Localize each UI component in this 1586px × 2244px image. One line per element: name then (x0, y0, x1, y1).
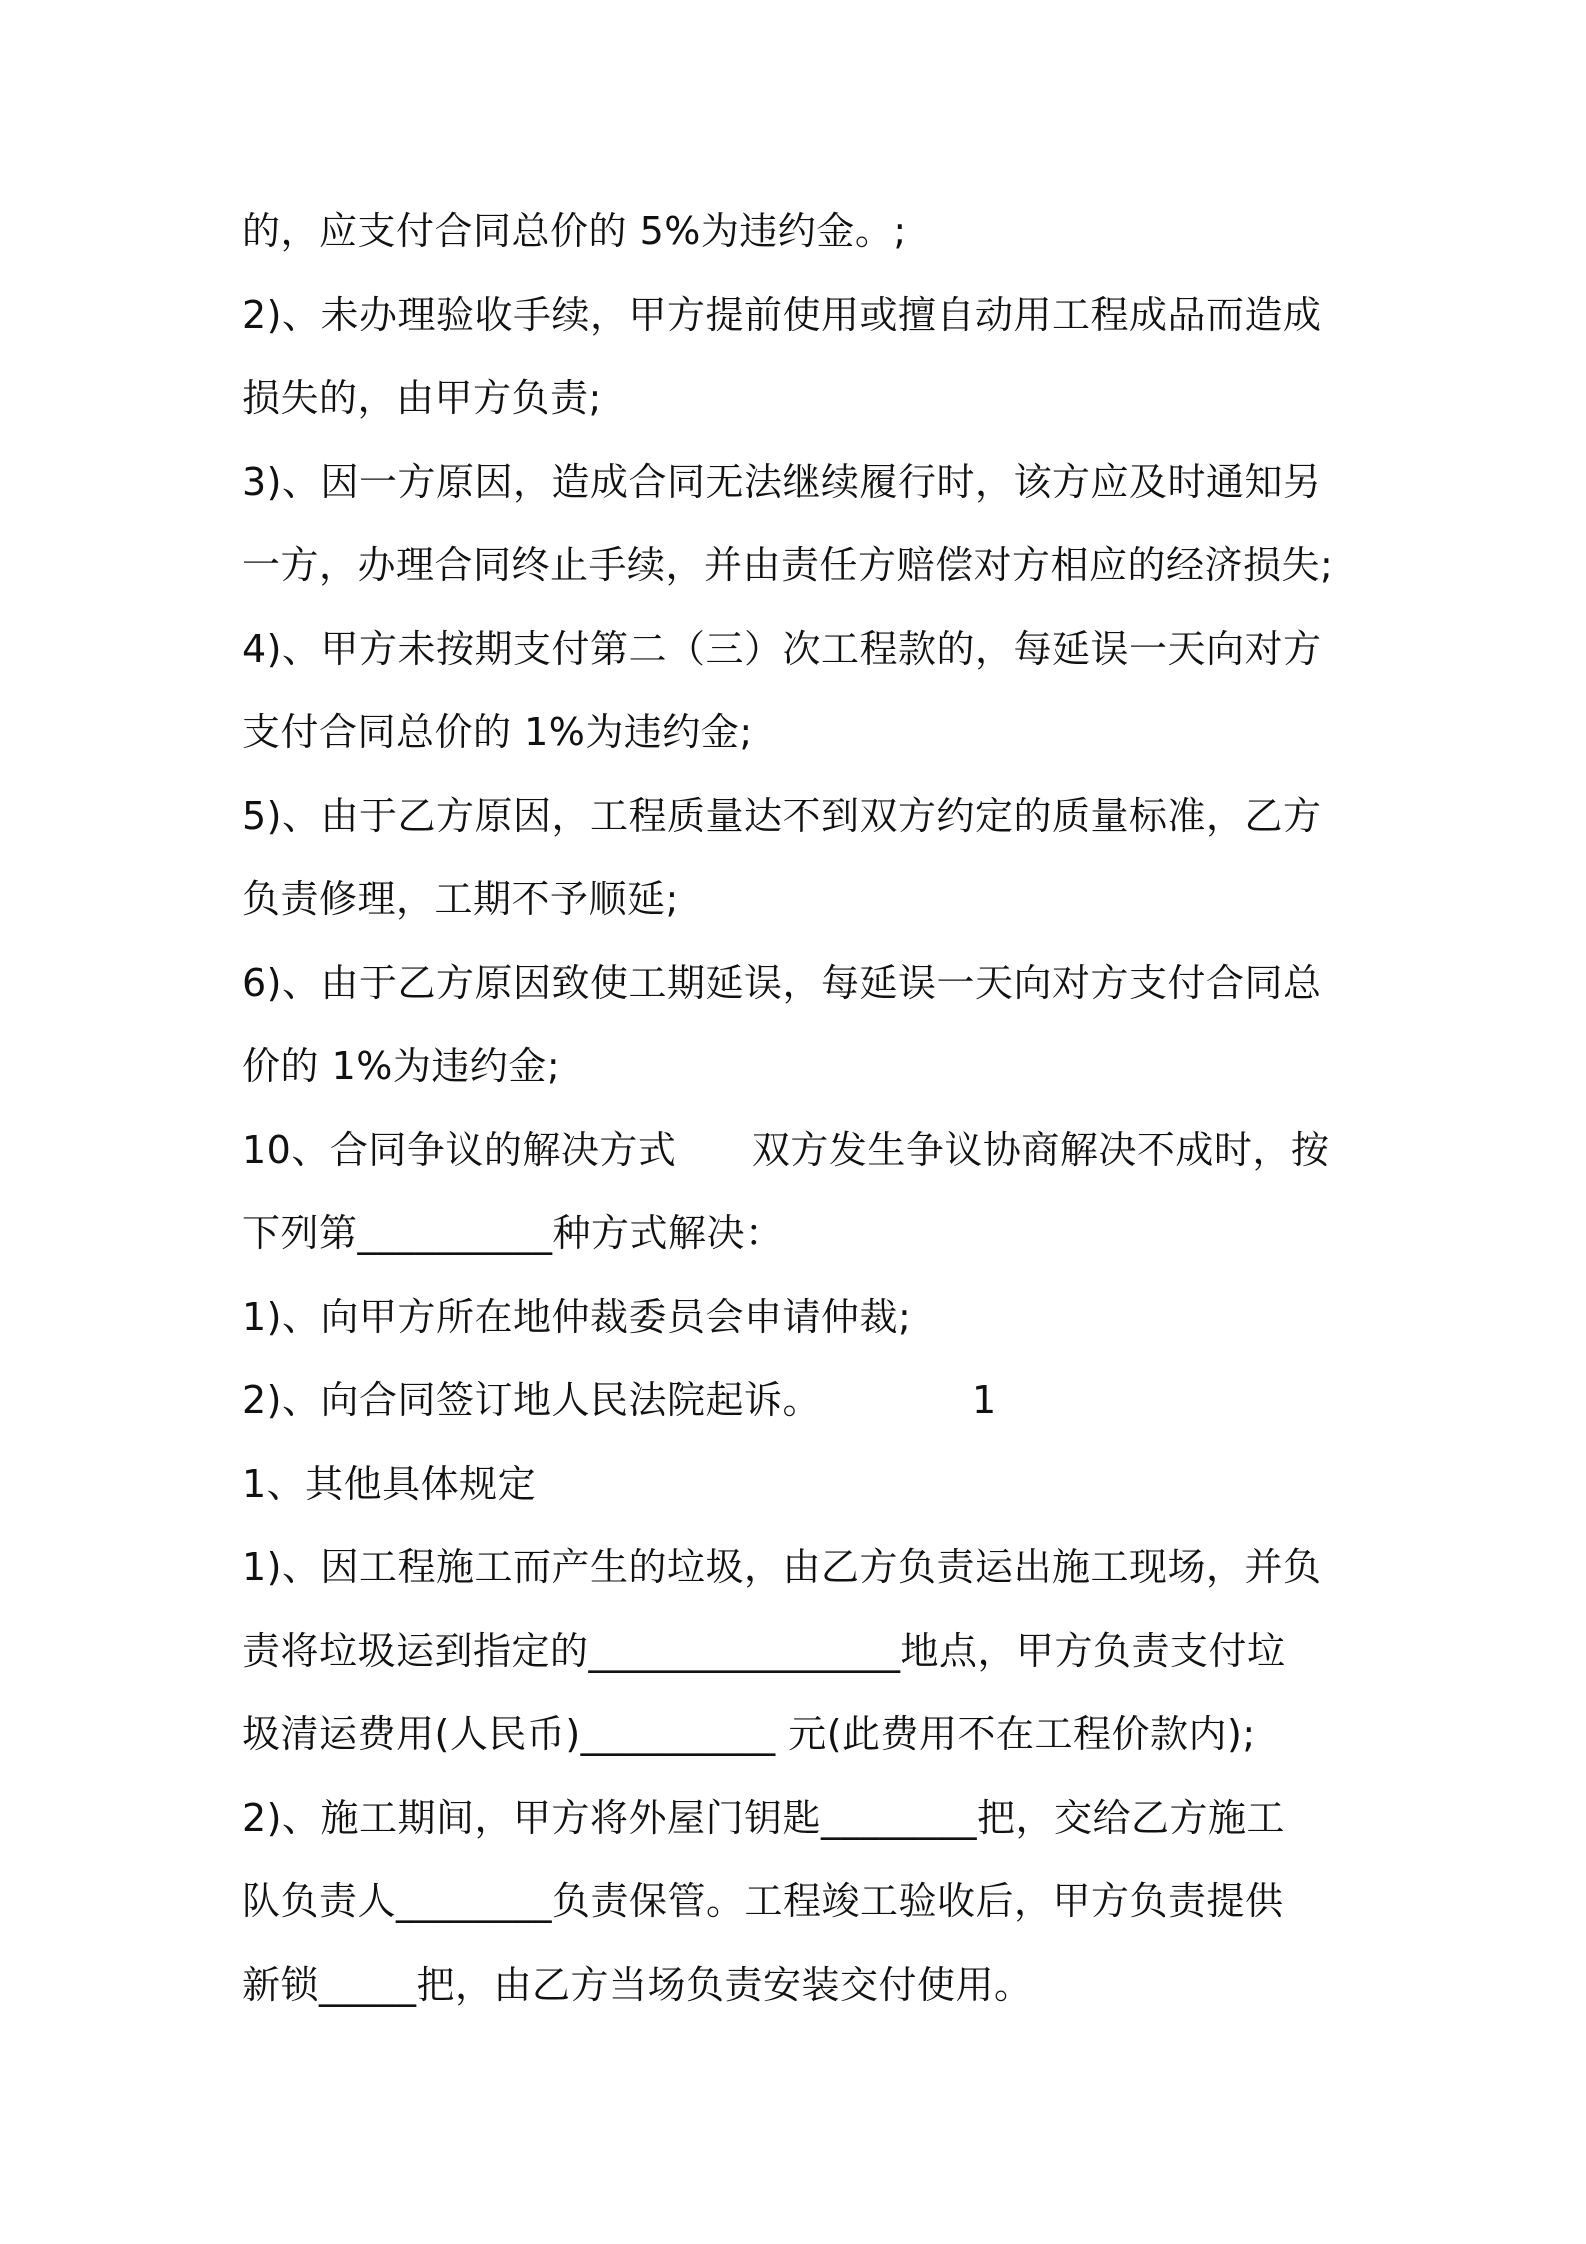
text-line-17: 1)、因工程施工而产生的垃圾，由乙方负责运出施工现场，并负 (242, 1545, 1322, 1589)
text-line-1: 的，应支付合同总价的 5%为违约金。; (242, 209, 907, 253)
text-line-4: 3)、因一方原因，造成合同无法继续履行时，该方应及时通知另 (242, 459, 1322, 504)
text-line-10: 6)、由于乙方原因致使工期延误，每延误一天向对方支付合同总 (242, 960, 1322, 1005)
text-line-22: 新锁_____把，由乙方当场负责安装交付使用。 (242, 1962, 1033, 2007)
text-line-13: 下列第__________种方式解决： (242, 1211, 784, 1255)
text-line-14: 1)、向甲方所在地仲裁委员会申请仲裁; (242, 1294, 912, 1339)
text-line-7: 支付合同总价的 1%为违约金; (242, 710, 753, 754)
text-line-5: 一方，办理合同终止手续，并由责任方赔偿对方相应的经济损失; (242, 543, 1334, 587)
text-line-16: 1、其他具体规定 (242, 1461, 537, 1506)
text-line-2: 2)、未办理验收手续，甲方提前使用或擅自动用工程成品而造成 (242, 292, 1322, 337)
text-line-8: 5)、由于乙方原因，工程质量达不到双方约定的质量标准，乙方 (242, 793, 1322, 838)
text-line-15: 2)、向合同签订地人民法院起诉。 1 (242, 1378, 997, 1422)
text-line-18: 责将垃圾运到指定的________________地点，甲方负责支付垃 (242, 1628, 1286, 1673)
text-line-20: 2)、施工期间，甲方将外屋门钥匙________把，交给乙方施工 (242, 1795, 1286, 1840)
text-line-3: 损失的，由甲方负责; (242, 376, 602, 420)
document-body (242, 190, 1362, 2027)
text-line-19: 圾清运费用(人民币)__________ 元(此费用不在工程价款内); (242, 1712, 1256, 1756)
text-line-6: 4)、甲方未按期支付第二（三）次工程款的，每延误一天向对方 (242, 626, 1322, 671)
text-line-11: 价的 1%为违约金; (242, 1044, 561, 1088)
text-line-21: 队负责人________负责保管。工程竣工验收后，甲方负责提供 (242, 1879, 1284, 1923)
text-line-9: 负责修理，工期不予顺延; (242, 877, 679, 921)
text-line-12: 10、合同争议的解决方式 双方发生争议协商解决不成时，按 (242, 1127, 1330, 1172)
